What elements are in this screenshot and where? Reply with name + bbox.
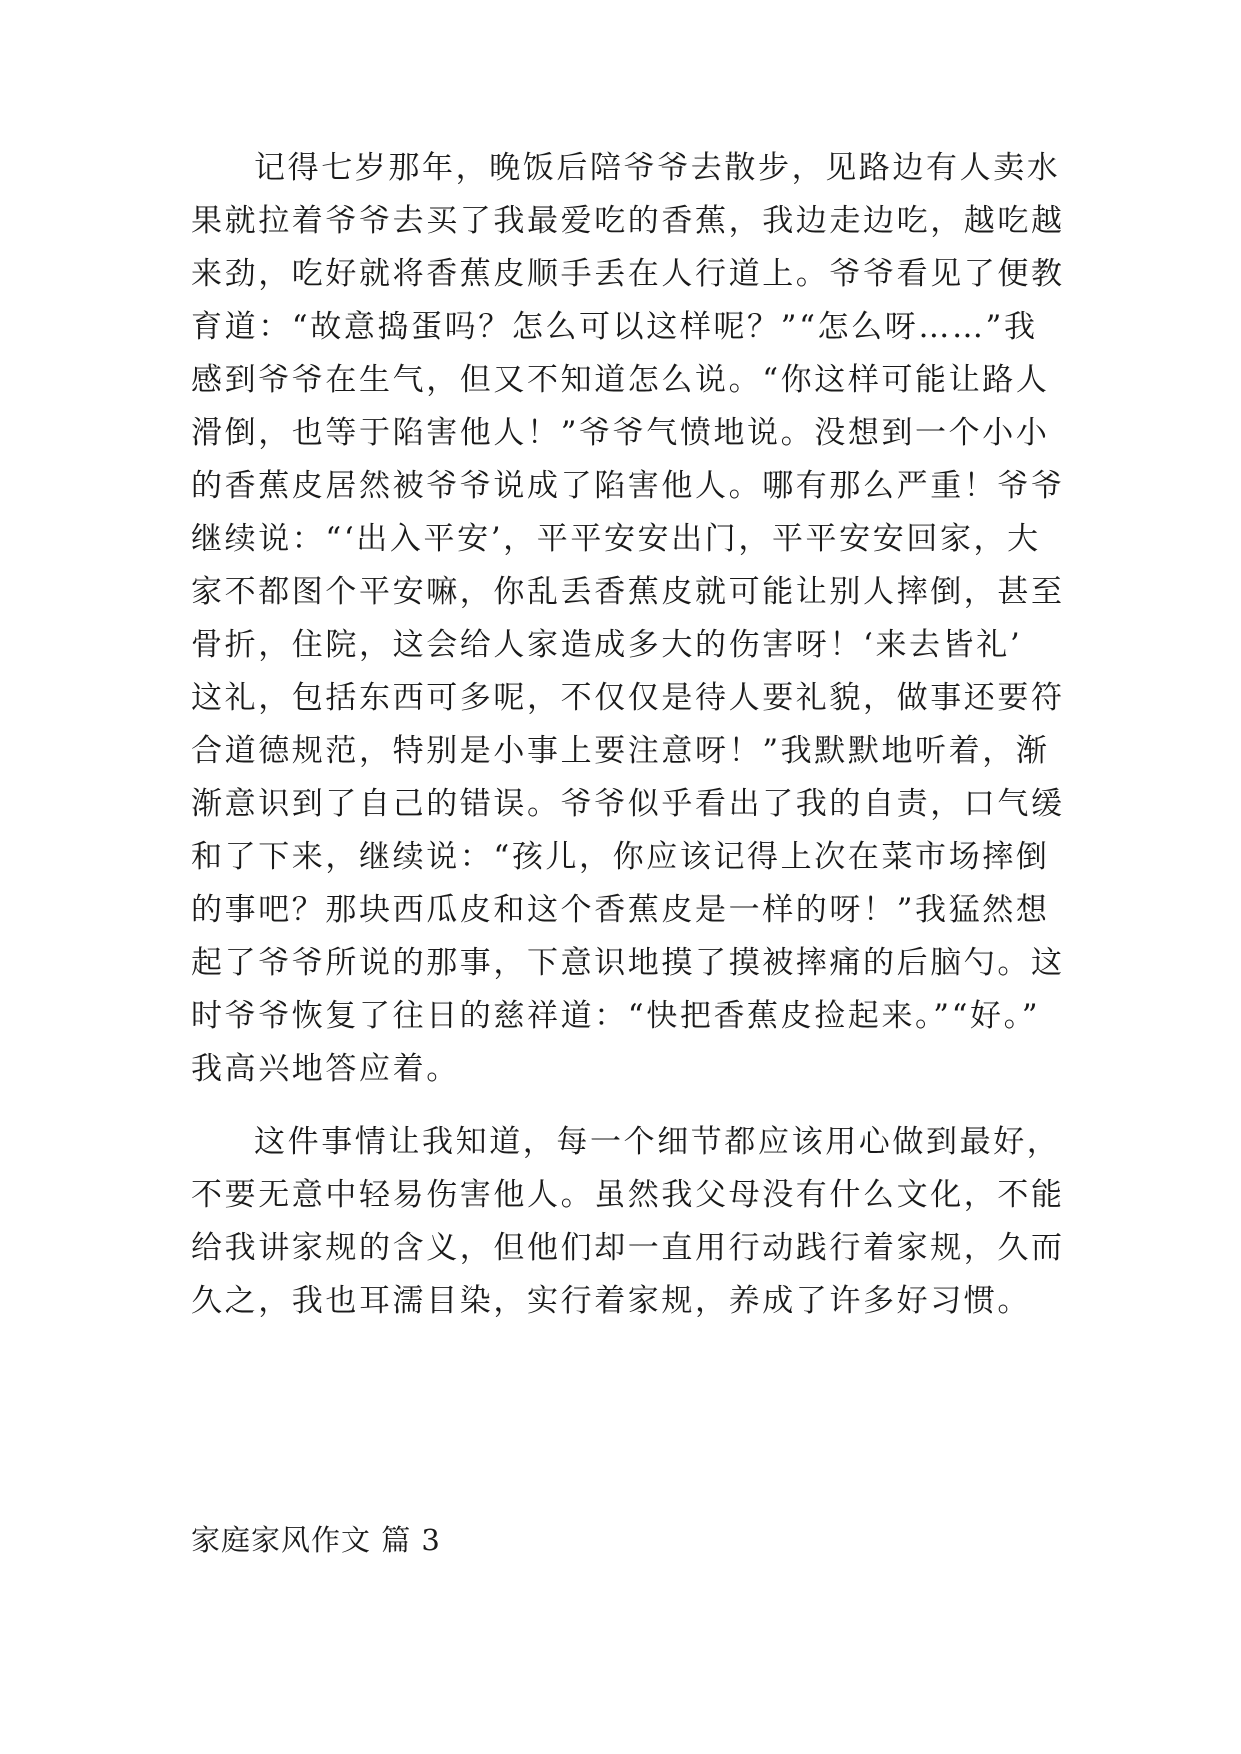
text-line: 家不都图个平安嘛，你乱丢香蕉皮就可能让别人摔倒，甚至: [191, 574, 1065, 610]
text-line: 继续说：“‘出入平安’，平平安安出门，平平安安回家，大: [191, 521, 1041, 557]
text-line: 果就拉着爷爷去买了我最爱吃的香蕉，我边走边吃，越吃越: [191, 203, 1065, 239]
text-line: 感到爷爷在生气，但又不知道怎么说。“你这样可能让路人: [191, 362, 1050, 398]
text-line: 和了下来，继续说：“孩儿，你应该记得上次在菜市场摔倒: [191, 839, 1050, 875]
text-line: 记得七岁那年，晚饭后陪爷爷去散步，见路边有人卖水: [254, 150, 1061, 186]
text-line: 骨折，住院，这会给人家造成多大的伤害呀！‘来去皆礼’: [191, 627, 1023, 663]
text-line: 这礼，包括东西可多呢，不仅仅是待人要礼貌，做事还要符: [191, 680, 1065, 716]
text-line: 合道德规范，特别是小事上要注意呀！”我默默地听着，渐: [191, 733, 1050, 769]
text-line: 的香蕉皮居然被爷爷说成了陷害他人。哪有那么严重！爷爷: [191, 468, 1065, 504]
section-heading: 家庭家风作文 篇 3: [191, 1523, 441, 1557]
text-line: 久之，我也耳濡目染，实行着家规，养成了许多好习惯。: [191, 1283, 1031, 1319]
text-line: 来劲，吃好就将香蕉皮顺手丢在人行道上。爷爷看见了便教: [191, 256, 1065, 292]
text-line: 育道：“故意捣蛋吗？怎么可以这样呢？”“怎么呀……”我: [191, 309, 1038, 345]
text-line: 我高兴地答应着。: [191, 1051, 460, 1087]
text-line: 时爷爷恢复了往日的慈祥道：“快把香蕉皮捡起来。”“好。”: [191, 998, 1041, 1034]
text-line: 给我讲家规的含义，但他们却一直用行动践行着家规，久而: [191, 1230, 1065, 1266]
text-line: 这件事情让我知道，每一个细节都应该用心做到最好，: [254, 1124, 1061, 1160]
text-line: 渐意识到了自己的错误。爷爷似乎看出了我的自责，口气缓: [191, 786, 1065, 822]
text-line: 起了爷爷所说的那事，下意识地摸了摸被摔痛的后脑勺。这: [191, 945, 1065, 981]
text-line: 滑倒，也等于陷害他人！”爷爷气愤地说。没想到一个小小: [191, 415, 1050, 451]
text-line: 不要无意中轻易伤害他人。虽然我父母没有什么文化，不能: [191, 1177, 1065, 1213]
text-line: 的事吧？那块西瓜皮和这个香蕉皮是一样的呀！”我猛然想: [191, 892, 1050, 928]
